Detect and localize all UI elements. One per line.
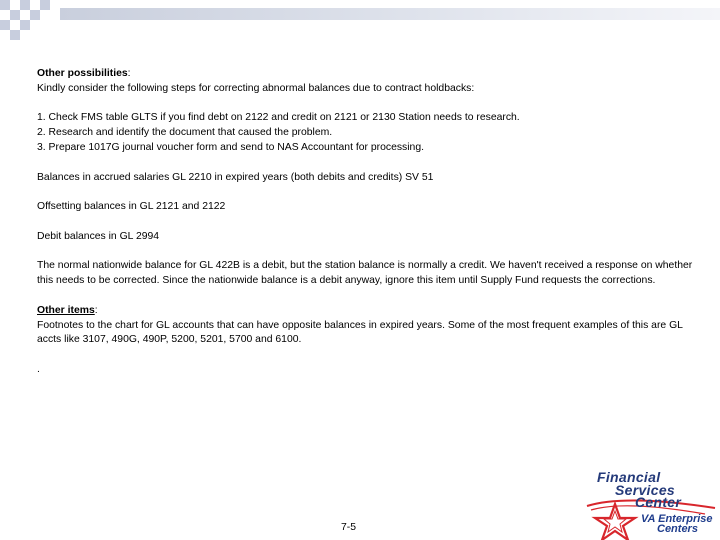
- gl-422b-paragraph: The normal nationwide balance for GL 422B is a debit, but the station balance is normally a credit. We haven't received a response on whether this needs to be corrected. Since the nationwide balance is a debit anyway, ignore this item until Supply Fund requests the corrections.: [37, 260, 693, 287]
- decorative-checker-pattern: [0, 0, 60, 40]
- logo-line-services: Services: [615, 482, 676, 498]
- page-number: 7-5: [341, 522, 357, 533]
- trailing-period: .: [37, 363, 40, 375]
- other-possibilities-heading: Other possibilities:: [37, 68, 131, 79]
- footnotes-paragraph: Footnotes to the chart for GL accounts that can have opposite balances in expired years. Some of the most frequent examples of this are GL accts like 3107, 490G, 490P, 5200, 5201, 5700 and 6100.: [37, 319, 683, 346]
- slide-body: [37, 67, 697, 378]
- debit-balances-paragraph: Debit balances in GL 2994: [37, 230, 160, 242]
- logo-centers: Centers: [657, 523, 698, 535]
- logo-line-financial: Financial: [597, 469, 661, 485]
- decorative-top-band: [60, 8, 720, 20]
- step-1: 1. Check FMS table GLTS if you find debt on 2122 and credit on 2121 or 2130 Station needs to research.: [37, 112, 520, 124]
- offsetting-balances-paragraph: Offsetting balances in GL 2121 and 2122: [37, 201, 226, 213]
- holdbacks-intro: Kindly consider the following steps for correcting abnormal balances due to contract holdbacks:: [37, 82, 475, 94]
- other-items-heading: Other items:: [37, 304, 98, 316]
- step-2: 2. Research and identify the document that caused the problem.: [37, 127, 333, 139]
- accrued-salaries-paragraph: Balances in accrued salaries GL 2210 in expired years (both debits and credits) SV 51: [37, 171, 434, 183]
- financial-services-center-logo: [585, 462, 720, 540]
- step-3: 3. Prepare 1017G journal voucher form and send to NAS Accountant for processing.: [37, 141, 424, 153]
- logo-va-enterprise: VA Enterprise: [641, 513, 713, 525]
- logo-line-center: Center: [635, 494, 682, 510]
